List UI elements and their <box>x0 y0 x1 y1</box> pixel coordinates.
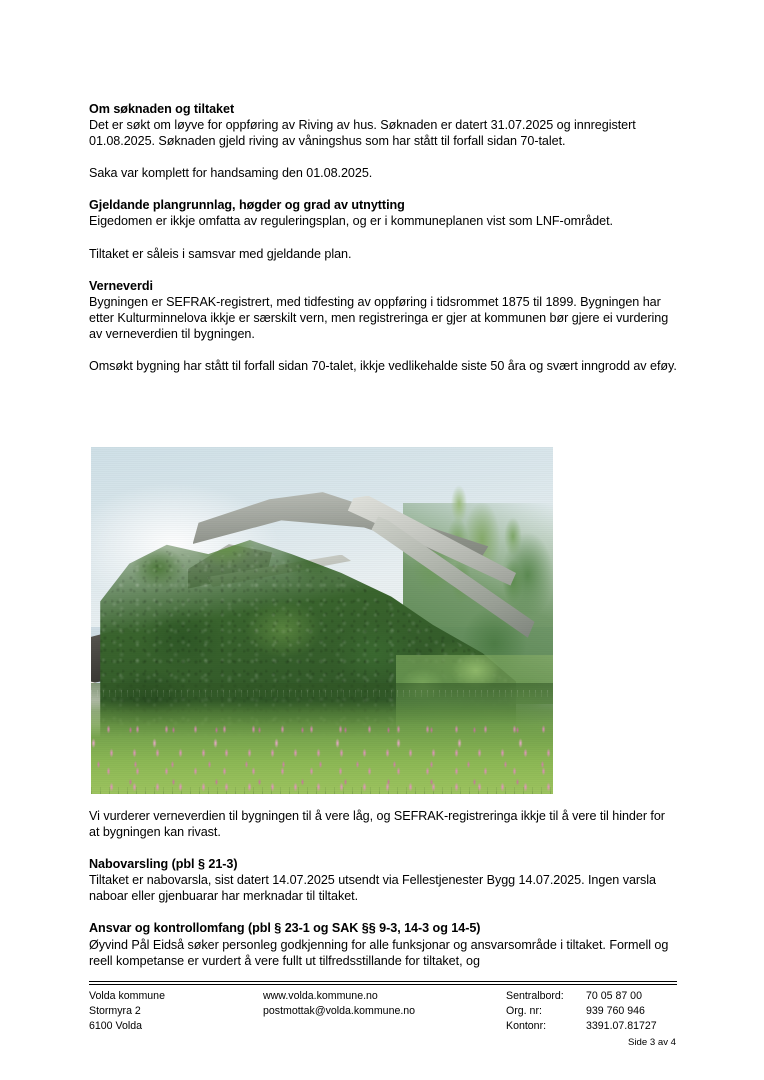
footer-value-switchboard: 70 05 87 00 <box>586 989 642 1002</box>
footer-value-orgnr: 939 760 946 <box>586 1005 645 1017</box>
footer-columns <box>89 989 677 1035</box>
building-photograph <box>91 447 553 794</box>
paragraph-spacer <box>89 149 677 165</box>
section-paragraph: Eigedomen er ikkje omfatta av reguleringsplan, og er i kommuneplanen vist som LNF-området. <box>89 214 613 229</box>
footer-contact-column <box>263 989 506 1035</box>
section-spacer <box>89 904 677 920</box>
section-heading-om-soknaden: Om søknaden og tiltaket <box>89 102 235 116</box>
footer-label-account: Kontonr: <box>506 1020 547 1033</box>
footer-rule-bottom <box>89 984 677 985</box>
footer-org-name: Volda kommune <box>89 989 165 1002</box>
section-paragraph: Saka var komplett for handsaming den 01.08.2025. <box>89 166 373 181</box>
footer-address-column <box>89 989 263 1035</box>
section-paragraph: Tiltaket er såleis i samsvar med gjeldande plan. <box>89 246 352 261</box>
section-heading-ansvar: Ansvar og kontrollomfang (pbl § 23-1 og SAK §§ 9-3, 14-3 og 14-5) <box>89 921 481 936</box>
section-spacer <box>89 262 677 278</box>
section-paragraph: Tiltaket er nabovarsla, sist datert 14.07.2025 utsendt via Fellestjenester Bygg 14.07.2025. Ingen varsla naboar eller gjenbuarar har merknadar til tiltaket. <box>89 873 656 904</box>
footer-label-orgnr: Org. nr: <box>506 1005 542 1017</box>
footer-website[interactable]: www.volda.kommune.no <box>263 989 378 1002</box>
page-number-indicator: Side 3 av 4 <box>627 1036 676 1048</box>
footer-label-column <box>506 989 586 1035</box>
footer-value-column <box>586 989 677 1035</box>
paragraph-spacer <box>89 342 677 358</box>
section-heading-plangrunnlag: Gjeldande plangrunnlag, høgder og grad av utnytting <box>89 198 405 213</box>
section-spacer <box>89 840 677 856</box>
section-paragraph: Øyvind Pål Eidså søker personleg godkjenning for alle funksjonar og ansvarsområde i tiltaket. Formell og reell kompetanse er vurdert å vere fullt ut tilfredsstillande for tiltaket, og <box>89 937 669 968</box>
footer-city: 6100 Volda <box>89 1020 143 1033</box>
footer-street: Stormyra 2 <box>89 1005 141 1017</box>
footer-rule-top <box>89 981 677 982</box>
document-body-lower <box>89 808 677 969</box>
section-spacer <box>89 181 677 197</box>
section-heading-verneverdi: Verneverdi <box>89 278 153 293</box>
photo-fireweed-flowers-front <box>91 732 553 794</box>
photo-tree <box>498 513 528 611</box>
section-heading-nabovarsling: Nabovarsling (pbl § 21-3) <box>89 857 238 872</box>
photo-canvas <box>91 447 553 794</box>
paragraph-spacer <box>89 230 677 246</box>
section-paragraph: Omsøkt bygning har stått til forfall sidan 70-talet, ikkje vedlikehalde siste 50 åra og svært inngrodd av eføy. <box>89 359 677 374</box>
page-footer <box>89 981 677 1049</box>
footer-label-switchboard: Sentralbord: <box>506 989 564 1002</box>
footer-email[interactable]: postmottak@volda.kommune.no <box>263 1005 416 1017</box>
footer-value-account: 3391.07.81727 <box>586 1020 657 1033</box>
section-paragraph: Det er søkt om løyve for oppføring av Riving av hus. Søknaden er datert 31.07.2025 og innregistert 01.08.2025. Søknaden gjeld riving av våningshus som har stått til forfall sidan 70-talet. <box>89 118 636 149</box>
section-paragraph: Vi vurderer verneverdien til bygningen til å vere låg, og SEFRAK-registreringa ikkje til å vere til hinder for at bygningen kan rivast. <box>89 809 665 840</box>
document-body <box>89 101 677 374</box>
section-paragraph: Bygningen er SEFRAK-registrert, med tidfesting av oppføring i tidsrommet 1875 til 1899. Bygningen har etter Kulturminnelova ikkje er særskilt vern, men registreringa er gjer at kommunen bør gjere ei vurdering av verneverdien til bygningen. <box>89 294 669 341</box>
